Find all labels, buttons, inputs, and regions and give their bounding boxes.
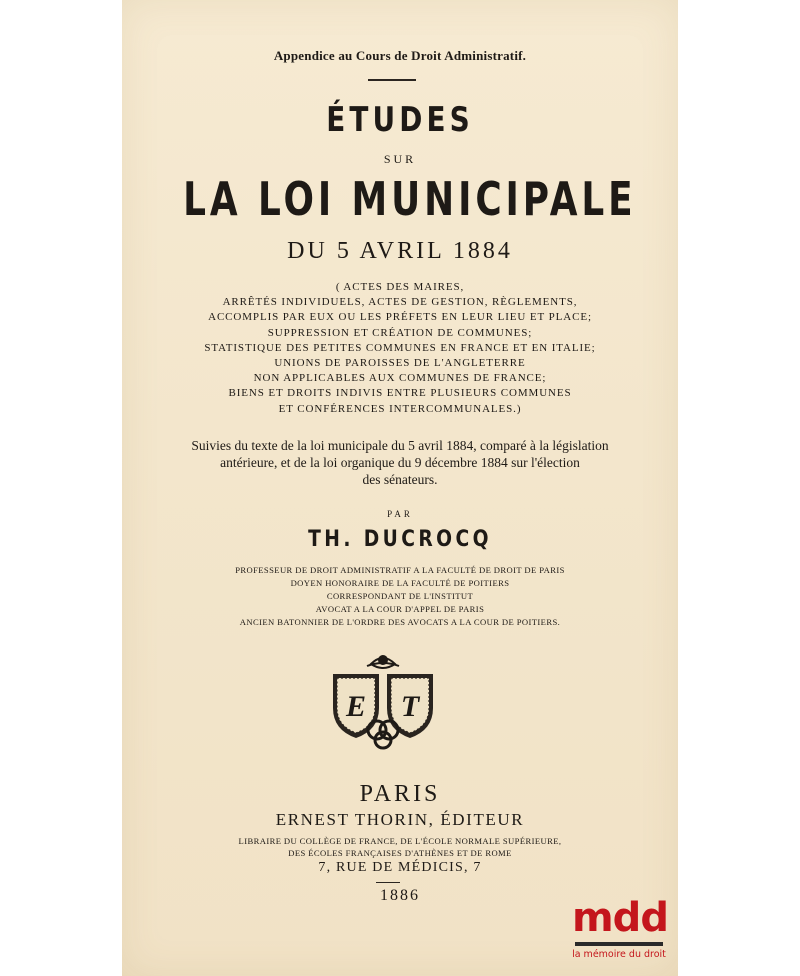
- by-label: PAR: [387, 509, 413, 519]
- subtitle-line: NON APPLICABLES AUX COMMUNES DE FRANCE;: [253, 372, 547, 385]
- title-page: [122, 0, 678, 976]
- credential-line: ANCIEN BATONNIER DE L'ORDRE DES AVOCATS A LA COUR DE POITIERS.: [239, 617, 561, 627]
- author-name: TH. DUCROCQ: [308, 527, 492, 552]
- watermark-logo: [572, 895, 668, 968]
- monogram-crest-icon: [327, 650, 439, 750]
- subtitle-line: UNIONS DE PAROISSES DE L'ANGLETERRE: [274, 357, 526, 370]
- subtitle-block: [122, 280, 678, 417]
- subtitle-line: STATISTIQUE DES PETITES COMMUNES EN FRANCE ET EN ITALIE;: [204, 341, 596, 354]
- watermark-bar: [575, 942, 663, 946]
- followed-line: antérieure, et de la loi organique du 9 décembre 1884 sur l'élection: [220, 455, 580, 470]
- date-line: DU 5 AVRIL 1884: [287, 238, 513, 264]
- watermark-mark: mdd: [572, 895, 668, 941]
- credential-line: PROFESSEUR DE DROIT ADMINISTRATIF A LA FACULTÉ DE DROIT DE PARIS: [235, 565, 565, 575]
- subtitle-line: BIENS ET DROITS INDIVIS ENTRE PLUSIEURS COMMUNES: [228, 387, 572, 400]
- publisher-address: 7, RUE DE MÉDICIS, 7: [318, 860, 482, 875]
- subtitle-line: ( ACTES DES MAIRES,: [335, 281, 465, 293]
- subtitle-line: SUPPRESSION ET CRÉATION DE COMMUNES;: [267, 326, 533, 339]
- publisher-info-line: LIBRAIRE DU COLLÈGE DE FRANCE, DE L'ÉCOLE NORMALE SUPÉRIEURE,: [238, 836, 562, 846]
- city: PARIS: [359, 781, 441, 807]
- credential-line: CORRESPONDANT DE L'INSTITUT: [326, 591, 474, 601]
- followed-line: des sénateurs.: [362, 472, 438, 487]
- year-rule: [376, 882, 400, 883]
- monogram-letter: E: [345, 690, 367, 723]
- author-credentials: [122, 564, 678, 629]
- subtitle-line: ACCOMPLIS PAR EUX OU LES PRÉFETS EN LEUR LIEU ET PLACE;: [208, 311, 592, 324]
- publisher-info-line: DES ÉCOLES FRANÇAISES D'ATHÈNES ET DE ROME: [288, 848, 512, 858]
- title-word: ÉTUDES: [326, 100, 474, 140]
- monogram-letter: T: [400, 690, 420, 723]
- publisher-info: [122, 835, 678, 859]
- main-title: LA LOI MUNICIPALE: [183, 172, 637, 226]
- followed-by-block: [122, 437, 678, 488]
- subtitle-line: ET CONFÉRENCES INTERCOMMUNALES.): [278, 402, 522, 415]
- top-rule: [368, 79, 416, 81]
- appendix-line: Appendice au Cours de Droit Administratif.: [273, 48, 527, 63]
- publication-year: 1886: [380, 887, 420, 904]
- followed-line: Suivies du texte de la loi municipale du 5 avril 1884, comparé à la législation: [191, 438, 609, 453]
- watermark-caption: la mémoire du droit: [572, 949, 666, 960]
- publisher: ERNEST THORIN, ÉDITEUR: [275, 810, 525, 829]
- subtitle-line: ARRÊTÉS INDIVIDUELS, ACTES DE GESTION, RÈGLEMENTS,: [222, 296, 578, 309]
- credential-line: AVOCAT A LA COUR D'APPEL DE PARIS: [315, 604, 485, 614]
- credential-line: DOYEN HONORAIRE DE LA FACULTÉ DE POITIERS: [290, 578, 510, 588]
- preposition: SUR: [383, 152, 417, 166]
